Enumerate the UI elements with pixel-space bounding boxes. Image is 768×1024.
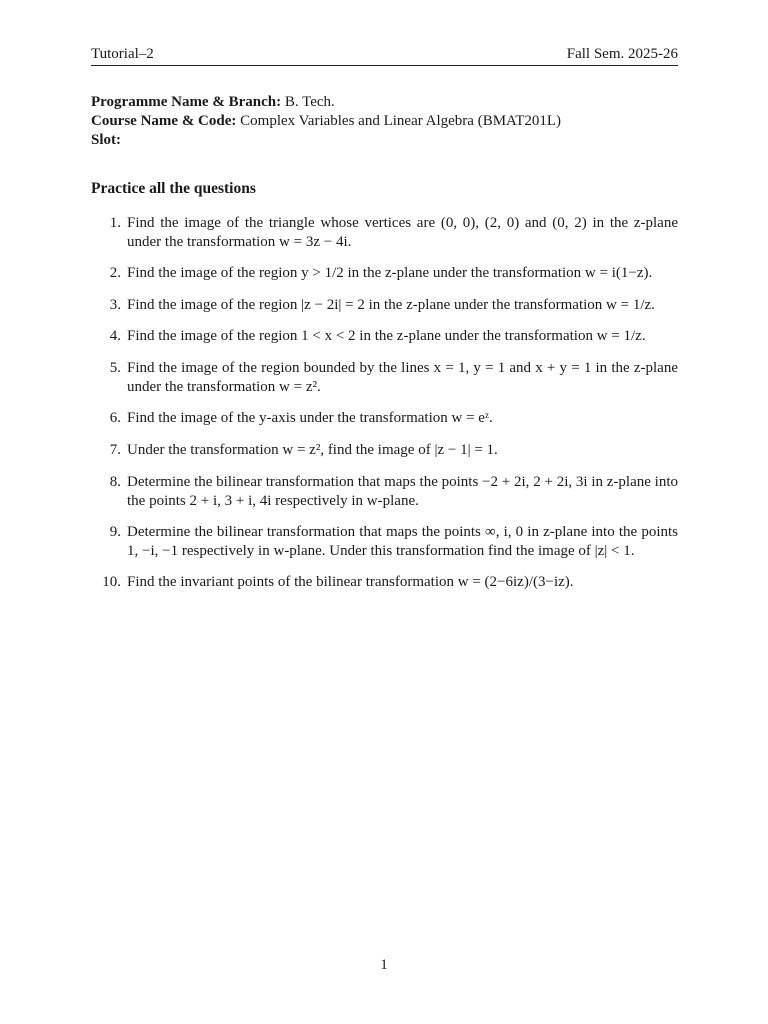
question-item <box>91 327 678 346</box>
question-text: Find the image of the region y > 1/2 in the z-plane under the transformation w = i(1−z). <box>127 265 653 281</box>
programme-value: B. Tech. <box>281 94 335 110</box>
question-text: Find the image of the y-axis under the transformation w = eᶻ. <box>127 410 493 426</box>
question-text: Determine the bilinear transformation that maps the points −2 + 2i, 2 + 2i, 3i in z-plane into the points 2 + i, 3 + i, 4i respectively in w-plane. <box>127 474 678 509</box>
course-value: Complex Variables and Linear Algebra (BMAT201L) <box>236 113 562 129</box>
question-list <box>91 214 678 592</box>
question-text: Find the invariant points of the bilinear transformation w = (2−6iz)/(3−iz). <box>127 574 574 590</box>
course-label: Course Name & Code: <box>91 113 237 129</box>
question-number: 4. <box>109 328 121 344</box>
header-right-semester: Fall Sem. 2025-26 <box>566 46 678 62</box>
course-line <box>91 112 678 131</box>
question-item <box>91 214 678 252</box>
question-number: 7. <box>109 442 121 458</box>
header-left-title: Tutorial–2 <box>91 46 154 62</box>
slot-line <box>91 131 678 150</box>
question-text: Determine the bilinear transformation that maps the points ∞, i, 0 in z-plane into the points 1, −i, −1 respectively in w-plane. Under this transformation find the image of |z| < 1. <box>127 524 678 559</box>
course-info <box>91 93 678 150</box>
question-item <box>91 573 678 592</box>
question-number: 3. <box>109 297 121 313</box>
question-number: 6. <box>109 410 121 426</box>
question-item <box>91 473 678 511</box>
question-text: Find the image of the region 1 < x < 2 in the z-plane under the transformation w = 1/z. <box>127 328 646 344</box>
section-title: Practice all the questions <box>91 180 256 197</box>
question-item <box>91 359 678 397</box>
page-header <box>91 44 678 66</box>
question-text: Find the image of the region |z − 2i| = 2 in the z-plane under the transformation w = 1/z. <box>127 297 655 313</box>
question-item <box>91 409 678 428</box>
page-number: 1 <box>380 957 388 973</box>
question-text: Find the image of the region bounded by the lines x = 1, y = 1 and x + y = 1 in the z-plane under the transformation w = z². <box>127 360 678 395</box>
question-number: 2. <box>109 265 121 281</box>
question-text: Under the transformation w = z², find the image of |z − 1| = 1. <box>127 442 498 458</box>
question-text: Find the image of the triangle whose vertices are (0, 0), (2, 0) and (0, 2) in the z-plane under the transformation w = 3z − 4i. <box>127 215 678 250</box>
question-item <box>91 523 678 561</box>
question-item <box>91 296 678 315</box>
question-number: 5. <box>109 360 121 376</box>
question-number: 9. <box>109 524 121 540</box>
question-item <box>91 441 678 460</box>
question-number: 1. <box>109 215 121 231</box>
programme-line <box>91 93 678 112</box>
question-number: 10. <box>102 574 121 590</box>
programme-label: Programme Name & Branch: <box>91 94 282 110</box>
question-number: 8. <box>109 474 121 490</box>
slot-label: Slot: <box>91 132 121 148</box>
question-item <box>91 264 678 283</box>
